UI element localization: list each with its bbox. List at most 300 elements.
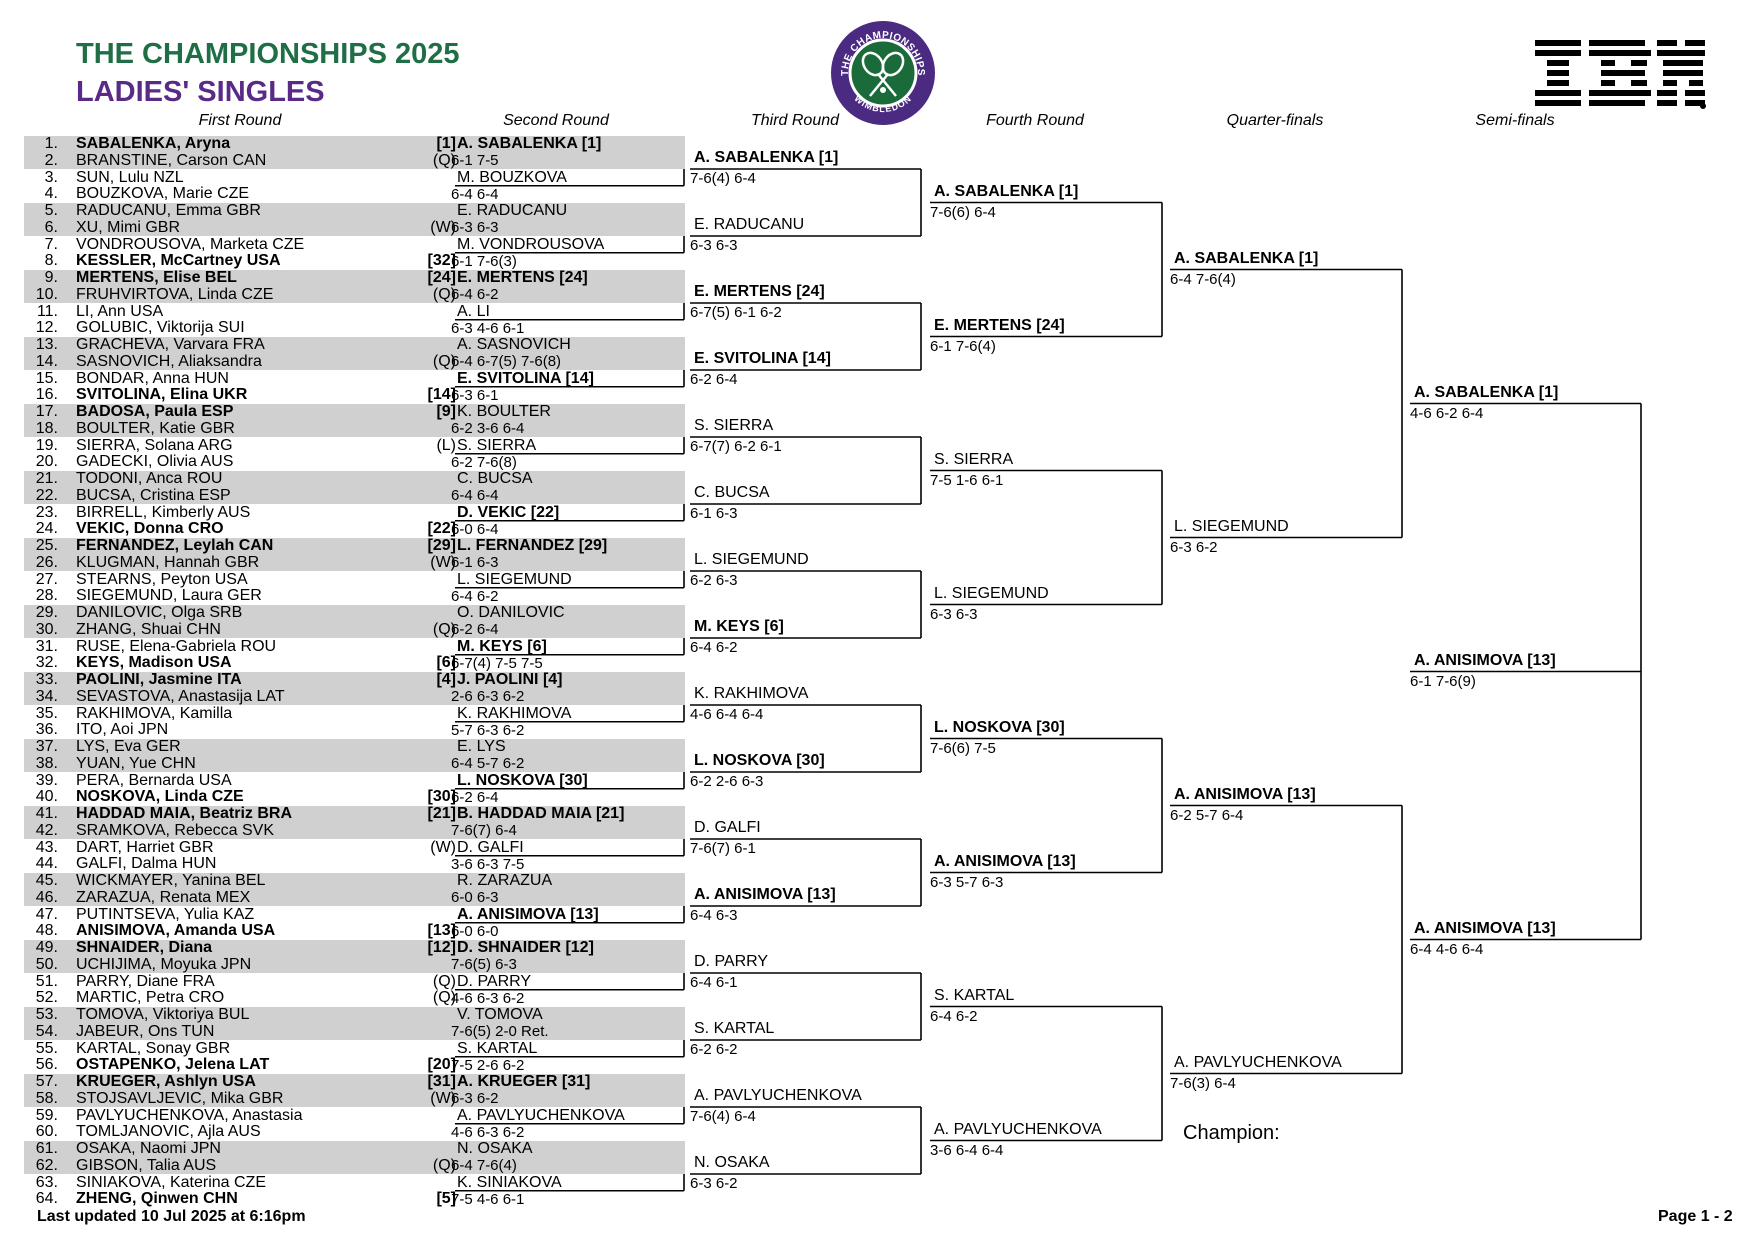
third-round-score: 6-7(5) 6-1 6-2 xyxy=(690,304,782,321)
seed-label: [13] xyxy=(427,922,456,940)
round-header: Semi-finals xyxy=(1475,112,1555,129)
player-row xyxy=(24,488,464,505)
player-name: DART, Harriet GBR xyxy=(76,838,214,856)
player-row xyxy=(24,387,464,404)
player-name: STOJSAVLJEVIC, Mika GBR xyxy=(76,1089,284,1107)
third-round-score: 6-7(7) 6-2 6-1 xyxy=(690,438,782,455)
player-name: UCHIJIMA, Moyuka JPN xyxy=(76,955,252,973)
player-row xyxy=(24,471,464,488)
second-round-score: 6-1 6-3 xyxy=(451,554,499,572)
round-header: Third Round xyxy=(750,112,840,129)
second-round-winner: L. NOSKOVA [30] xyxy=(457,771,588,789)
third-round-winner: S. SIERRA xyxy=(694,417,774,434)
draw-number: 41. xyxy=(35,805,58,822)
third-round-winner: E. RADUCANU xyxy=(694,216,805,233)
seed-label: (L) xyxy=(436,436,456,454)
third-round-winner: K. RAKHIMOVA xyxy=(694,685,809,702)
player-row xyxy=(24,605,464,622)
second-round-winner: M. BOUZKOVA xyxy=(457,168,567,186)
second-round-winner: N. OSAKA xyxy=(457,1140,533,1158)
fourth-round-score: 6-1 7-6(4) xyxy=(930,337,996,355)
final-score: 6-1 7-6(9) xyxy=(1410,672,1476,690)
draw-number: 48. xyxy=(35,922,58,940)
player-row xyxy=(24,538,464,555)
seed-label: (Q) xyxy=(432,285,456,303)
second-round-score: 6-3 6-2 xyxy=(451,1090,499,1108)
second-round-winner: B. HADDAD MAIA [21] xyxy=(457,805,625,823)
draw-number: 60. xyxy=(35,1123,58,1141)
second-round-winner: L. FERNANDEZ [29] xyxy=(457,537,608,555)
player-row xyxy=(24,1074,464,1091)
logo-text-bottom: WIMBLEDON xyxy=(852,93,914,115)
quarter-finals-winner: A. ANISIMOVA [13] xyxy=(1174,785,1316,803)
draw-number: 1. xyxy=(44,135,58,152)
player-name: OSAKA, Naomi JPN xyxy=(76,1140,221,1157)
player-row xyxy=(24,220,464,237)
second-round-winner: A. PAVLYUCHENKOVA xyxy=(457,1106,625,1124)
player-name: BRANSTINE, Carson CAN xyxy=(76,151,267,169)
player-name: BONDAR, Anna HUN xyxy=(76,369,229,387)
quarter-finals-winner: A. PAVLYUCHENKOVA xyxy=(1174,1053,1342,1071)
champion-label: Champion: xyxy=(1183,1122,1280,1144)
second-round-score: 6-2 7-6(8) xyxy=(451,453,517,471)
player-name: ZHENG, Qinwen CHN xyxy=(76,1190,238,1208)
player-row xyxy=(24,354,464,371)
draw-number: 7. xyxy=(44,235,58,253)
seed-label: [29] xyxy=(427,537,456,554)
player-name: SINIAKOVA, Katerina CZE xyxy=(76,1173,266,1191)
draw-number: 9. xyxy=(44,269,58,286)
draw-number: 17. xyxy=(35,403,58,420)
player-name: SIEGEMUND, Laura GER xyxy=(76,587,262,605)
draw-number: 59. xyxy=(35,1106,58,1124)
second-round-winner: A. ANISIMOVA [13] xyxy=(457,905,599,923)
draw-number: 18. xyxy=(35,419,58,437)
third-round-winner: E. MERTENS [24] xyxy=(694,283,825,300)
player-name: KEYS, Madison USA xyxy=(76,654,232,672)
second-round-score: 5-7 6-3 6-2 xyxy=(451,721,525,739)
round-header: Quarter-finals xyxy=(1226,112,1324,129)
player-row xyxy=(24,1024,464,1041)
second-round-winner: D. GALFI xyxy=(457,838,524,856)
draw-number: 47. xyxy=(35,905,58,923)
seed-label: [24] xyxy=(427,269,456,286)
player-name: SHNAIDER, Diana xyxy=(76,939,213,956)
player-row xyxy=(24,823,464,840)
second-round-winner: E. RADUCANU xyxy=(457,202,568,220)
second-round-score: 6-1 7-6(3) xyxy=(451,252,517,270)
draw-number: 29. xyxy=(35,604,58,621)
draw-number: 62. xyxy=(35,1156,58,1174)
player-row xyxy=(24,923,464,940)
quarter-finals-winner: A. SABALENKA [1] xyxy=(1174,249,1319,267)
fourth-round-score: 6-3 6-3 xyxy=(930,605,978,623)
player-name: PAVLYUCHENKOVA, Anastasia xyxy=(76,1106,303,1124)
third-round-winner: L. SIEGEMUND xyxy=(694,551,809,568)
seed-label: (Q) xyxy=(432,352,456,370)
player-row xyxy=(24,438,464,455)
draw-number: 31. xyxy=(35,637,58,655)
second-round-score: 6-3 4-6 6-1 xyxy=(451,319,525,337)
player-name: GRACHEVA, Varvara FRA xyxy=(76,336,265,353)
player-row xyxy=(24,689,464,706)
player-row xyxy=(24,1191,464,1208)
player-name: BOULTER, Katie GBR xyxy=(76,419,235,437)
second-round-score: 6-0 6-3 xyxy=(451,889,499,907)
draw-number: 53. xyxy=(35,1006,58,1023)
last-updated: Last updated 10 Jul 2025 at 6:16pm xyxy=(37,1208,306,1225)
second-round-winner: A. LI xyxy=(457,302,490,320)
second-round-score: 7-5 4-6 6-1 xyxy=(451,1190,525,1208)
player-row xyxy=(24,404,464,421)
draw-number: 2. xyxy=(44,151,58,169)
player-row xyxy=(24,186,464,203)
seed-label: [1] xyxy=(436,135,456,152)
draw-number: 24. xyxy=(35,520,58,538)
draw-number: 39. xyxy=(35,771,58,789)
second-round-score: 4-6 6-3 6-2 xyxy=(451,1123,525,1141)
draw-number: 35. xyxy=(35,704,58,722)
second-round-score: 6-4 6-4 xyxy=(451,185,499,203)
quarter-finals-score: 6-2 5-7 6-4 xyxy=(1170,806,1244,824)
player-name: BUCSA, Cristina ESP xyxy=(76,486,231,504)
draw-number: 57. xyxy=(35,1073,58,1090)
draw-number: 64. xyxy=(35,1190,58,1208)
second-round-score: 6-2 3-6 6-4 xyxy=(451,420,525,438)
seed-label: [6] xyxy=(436,654,456,672)
player-name: SIERRA, Solana ARG xyxy=(76,436,233,454)
second-round-winner: A. KRUEGER [31] xyxy=(457,1073,591,1091)
second-round-score: 6-4 7-6(4) xyxy=(451,1157,517,1175)
draw-number: 56. xyxy=(35,1056,58,1074)
fourth-round-score: 6-4 6-2 xyxy=(930,1007,978,1025)
player-name: LI, Ann USA xyxy=(76,302,164,320)
player-name: KRUEGER, Ashlyn USA xyxy=(76,1073,256,1090)
player-row xyxy=(24,287,464,304)
seed-label: (Q) xyxy=(432,1156,456,1174)
second-round-score: 6-4 6-4 xyxy=(451,487,499,505)
third-round-score: 7-6(7) 6-1 xyxy=(690,840,756,857)
player-name: SEVASTOVA, Anastasija LAT xyxy=(76,687,285,705)
draw-number: 63. xyxy=(35,1173,58,1191)
draw-number: 6. xyxy=(44,218,58,236)
second-round-score: 6-2 6-4 xyxy=(451,621,499,639)
player-name: SABALENKA, Aryna xyxy=(76,135,231,152)
player-name: ANISIMOVA, Amanda USA xyxy=(76,922,276,940)
third-round-winner: M. KEYS [6] xyxy=(694,618,784,635)
player-row xyxy=(24,806,464,823)
player-row xyxy=(24,454,464,471)
third-round-winner: D. PARRY xyxy=(694,953,769,970)
player-name: RUSE, Elena-Gabriela ROU xyxy=(76,637,277,655)
third-round-winner: E. SVITOLINA [14] xyxy=(694,350,831,367)
semi-finals-winner: A. SABALENKA [1] xyxy=(1414,383,1559,401)
fourth-round-winner: A. SABALENKA [1] xyxy=(934,182,1079,200)
player-row xyxy=(24,907,464,924)
second-round-score: 3-6 6-3 7-5 xyxy=(451,855,525,873)
draw-number: 28. xyxy=(35,587,58,605)
third-round-winner: N. OSAKA xyxy=(694,1154,770,1171)
seed-label: (W) xyxy=(430,1089,456,1107)
seed-label: [31] xyxy=(427,1073,456,1090)
player-row xyxy=(24,739,464,756)
player-name: RAKHIMOVA, Kamilla xyxy=(76,704,233,722)
player-row xyxy=(24,253,464,270)
player-name: MARTIC, Petra CRO xyxy=(76,989,225,1007)
fourth-round-winner: A. ANISIMOVA [13] xyxy=(934,852,1076,870)
player-row xyxy=(24,1175,464,1192)
player-name: YUAN, Yue CHN xyxy=(76,754,196,772)
seed-label: [30] xyxy=(427,788,456,806)
draw-number: 21. xyxy=(35,470,58,487)
third-round-score: 4-6 6-4 6-4 xyxy=(690,706,764,723)
player-name: OSTAPENKO, Jelena LAT xyxy=(76,1056,270,1074)
player-name: PAOLINI, Jasmine ITA xyxy=(76,671,242,688)
player-name: NOSKOVA, Linda CZE xyxy=(76,788,244,806)
seed-label: [5] xyxy=(436,1190,456,1208)
second-round-score: 7-6(5) 2-0 Ret. xyxy=(451,1023,549,1041)
second-round-score: 6-4 6-2 xyxy=(451,587,499,605)
semi-finals-score: 6-4 4-6 6-4 xyxy=(1410,940,1484,958)
second-round-score: 2-6 6-3 6-2 xyxy=(451,688,525,706)
draw-number: 12. xyxy=(35,319,58,337)
second-round-score: 7-6(7) 6-4 xyxy=(451,822,517,840)
second-round-score: 6-3 6-1 xyxy=(451,386,499,404)
player-name: SASNOVICH, Aliaksandra xyxy=(76,352,262,370)
quarter-finals-score: 6-3 6-2 xyxy=(1170,538,1218,556)
player-name: TOMLJANOVIC, Ajla AUS xyxy=(76,1123,261,1141)
third-round-winner: L. NOSKOVA [30] xyxy=(694,752,825,769)
second-round-score: 6-2 6-4 xyxy=(451,788,499,806)
player-row xyxy=(24,940,464,957)
second-round-winner: E. MERTENS [24] xyxy=(457,269,588,287)
semi-finals-winner: A. ANISIMOVA [13] xyxy=(1414,919,1556,937)
fourth-round-score: 6-3 5-7 6-3 xyxy=(930,873,1004,891)
player-row xyxy=(24,1108,464,1125)
seed-label: [14] xyxy=(427,386,456,404)
seed-label: [20] xyxy=(427,1056,456,1074)
player-name: KARTAL, Sonay GBR xyxy=(76,1039,231,1057)
draw-number: 8. xyxy=(44,252,58,270)
third-round-winner: S. KARTAL xyxy=(694,1020,775,1037)
player-row xyxy=(24,572,464,589)
second-round-winner: R. ZARAZUA xyxy=(457,872,553,890)
third-round-score: 6-4 6-2 xyxy=(690,639,738,656)
player-name: VONDROUSOVA, Marketa CZE xyxy=(76,235,305,253)
player-row xyxy=(24,756,464,773)
second-round-winner: K. RAKHIMOVA xyxy=(457,704,572,722)
second-round-score: 6-0 6-4 xyxy=(451,520,499,538)
player-name: MERTENS, Elise BEL xyxy=(76,269,237,286)
draw-number: 30. xyxy=(35,620,58,638)
player-row xyxy=(24,421,464,438)
third-round-score: 6-2 6-3 xyxy=(690,572,738,589)
draw-number: 23. xyxy=(35,503,58,521)
fourth-round-winner: L. NOSKOVA [30] xyxy=(934,718,1065,736)
player-row xyxy=(24,1041,464,1058)
third-round-winner: D. GALFI xyxy=(694,819,761,836)
player-row xyxy=(24,890,464,907)
player-row xyxy=(24,856,464,873)
ibm-logo-icon xyxy=(1535,40,1707,110)
draw-number: 19. xyxy=(35,436,58,454)
third-round-winner: A. PAVLYUCHENKOVA xyxy=(694,1087,862,1104)
draw-number: 15. xyxy=(35,369,58,387)
player-name: STEARNS, Peyton USA xyxy=(76,570,248,588)
player-row xyxy=(24,555,464,572)
third-round-score: 6-2 6-2 xyxy=(690,1041,738,1058)
third-round-winner: A. SABALENKA [1] xyxy=(694,149,839,166)
draw-number: 42. xyxy=(35,821,58,839)
player-row xyxy=(24,622,464,639)
second-round-winner: V. TOMOVA xyxy=(457,1006,543,1024)
seed-label: (W) xyxy=(430,838,456,856)
player-row xyxy=(24,974,464,991)
second-round-score: 7-5 2-6 6-2 xyxy=(451,1056,525,1074)
player-row xyxy=(24,337,464,354)
second-round-winner: E. SVITOLINA [14] xyxy=(457,369,594,387)
player-name: HADDAD MAIA, Beatriz BRA xyxy=(76,805,293,822)
second-round-score: 6-3 6-3 xyxy=(451,219,499,237)
seed-label: [4] xyxy=(436,671,456,688)
second-round-winner: D. SHNAIDER [12] xyxy=(457,939,594,957)
draw-number: 20. xyxy=(35,453,58,471)
draw-number: 10. xyxy=(35,285,58,303)
page-number: Page 1 - 2 xyxy=(1658,1208,1733,1225)
quarter-finals-score: 7-6(3) 6-4 xyxy=(1170,1074,1236,1092)
fourth-round-winner: S. SIERRA xyxy=(934,450,1014,468)
draw-number: 22. xyxy=(35,486,58,504)
seed-label: [22] xyxy=(427,520,456,538)
player-name: SVITOLINA, Elina UKR xyxy=(76,386,248,404)
second-round-winner: S. SIERRA xyxy=(457,436,537,454)
third-round-score: 6-2 6-4 xyxy=(690,371,738,388)
player-name: TOMOVA, Viktoriya BUL xyxy=(76,1006,250,1023)
player-name: KLUGMAN, Hannah GBR xyxy=(76,553,260,571)
second-round-score: 6-4 6-2 xyxy=(451,286,499,304)
draw-number: 61. xyxy=(35,1140,58,1157)
seed-label: (W) xyxy=(430,553,456,571)
third-round-score: 6-2 2-6 6-3 xyxy=(690,773,764,790)
third-round-winner: C. BUCSA xyxy=(694,484,770,501)
draw-number: 44. xyxy=(35,855,58,873)
second-round-score: 7-6(5) 6-3 xyxy=(451,956,517,974)
player-name: ZHANG, Shuai CHN xyxy=(76,620,221,638)
player-name: SRAMKOVA, Rebecca SVK xyxy=(76,821,274,839)
draw-number: 16. xyxy=(35,386,58,404)
draw-number: 34. xyxy=(35,687,58,705)
player-name: FERNANDEZ, Leylah CAN xyxy=(76,537,274,554)
player-row xyxy=(24,371,464,388)
player-row xyxy=(24,1158,464,1175)
player-name: ITO, Aoi JPN xyxy=(76,721,169,739)
player-row xyxy=(24,1057,464,1074)
fourth-round-score: 7-6(6) 7-5 xyxy=(930,739,996,757)
round-header: First Round xyxy=(198,112,282,129)
player-row xyxy=(24,203,464,220)
player-row xyxy=(24,320,464,337)
seed-label: [9] xyxy=(436,403,456,420)
player-name: BIRRELL, Kimberly AUS xyxy=(76,503,251,521)
draw-number: 58. xyxy=(35,1089,58,1107)
player-name: JABEUR, Ons TUN xyxy=(76,1022,215,1040)
fourth-round-winner: S. KARTAL xyxy=(934,986,1015,1004)
third-round-score: 6-4 6-3 xyxy=(690,907,738,924)
seed-label: (Q) xyxy=(432,620,456,638)
draw-number: 27. xyxy=(35,570,58,588)
player-name: SUN, Lulu NZL xyxy=(76,168,184,186)
draw-number: 49. xyxy=(35,939,58,956)
draw-number: 36. xyxy=(35,721,58,739)
second-round-winner: A. SASNOVICH xyxy=(457,336,571,354)
fourth-round-score: 7-6(6) 6-4 xyxy=(930,203,996,221)
player-name: LYS, Eva GER xyxy=(76,738,181,755)
player-name: TODONI, Anca ROU xyxy=(76,470,223,487)
fourth-round-winner: L. SIEGEMUND xyxy=(934,584,1049,602)
player-row xyxy=(24,957,464,974)
player-row xyxy=(24,270,464,287)
third-round-score: 7-6(4) 6-4 xyxy=(690,170,756,187)
second-round-winner: M. VONDROUSOVA xyxy=(457,235,605,253)
player-row xyxy=(24,505,464,522)
draw-number: 43. xyxy=(35,838,58,856)
player-row xyxy=(24,773,464,790)
player-name: RADUCANU, Emma GBR xyxy=(76,202,261,219)
seed-label: (Q) xyxy=(432,989,456,1007)
quarter-finals-winner: L. SIEGEMUND xyxy=(1174,517,1289,535)
second-round-score: 6-4 6-7(5) 7-6(8) xyxy=(451,353,562,371)
fourth-round-winner: E. MERTENS [24] xyxy=(934,316,1065,334)
draw-number: 25. xyxy=(35,537,58,554)
player-name: PERA, Bernarda USA xyxy=(76,771,232,789)
draw-number: 26. xyxy=(35,553,58,571)
second-round-winner: K. SINIAKOVA xyxy=(457,1173,562,1191)
player-row xyxy=(24,706,464,723)
second-round-winner: E. LYS xyxy=(457,738,506,756)
third-round-score: 6-1 6-3 xyxy=(690,505,738,522)
third-round-score: 6-4 6-1 xyxy=(690,974,738,991)
second-round-winner: D. PARRY xyxy=(457,972,532,990)
draw-number: 11. xyxy=(36,302,58,320)
player-name: GIBSON, Talia AUS xyxy=(76,1156,217,1174)
draw-number: 50. xyxy=(35,955,58,973)
draw-number: 37. xyxy=(35,738,58,755)
seed-label: (Q) xyxy=(432,151,456,169)
seed-label: [32] xyxy=(427,252,456,270)
player-name: FRUHVIRTOVA, Linda CZE xyxy=(76,285,274,303)
player-name: GADECKI, Olivia AUS xyxy=(76,453,234,471)
second-round-winner: J. PAOLINI [4] xyxy=(457,671,563,689)
third-round-winner: A. ANISIMOVA [13] xyxy=(694,886,836,903)
player-name: ZARAZUA, Renata MEX xyxy=(76,888,251,906)
third-round-score: 6-3 6-3 xyxy=(690,237,738,254)
page-title: THE CHAMPIONSHIPS 2025 xyxy=(76,38,460,70)
player-row xyxy=(24,1141,464,1158)
player-row xyxy=(24,873,464,890)
draw-number: 54. xyxy=(35,1022,58,1040)
semi-finals-score: 4-6 6-2 6-4 xyxy=(1410,404,1484,422)
draw-number: 4. xyxy=(44,185,58,203)
second-round-score: 6-0 6-0 xyxy=(451,922,499,940)
player-row xyxy=(24,1007,464,1024)
player-name: GALFI, Dalma HUN xyxy=(76,855,217,873)
final-winner: A. ANISIMOVA [13] xyxy=(1414,651,1556,669)
event-title: LADIES' SINGLES xyxy=(76,76,325,108)
player-row xyxy=(24,1091,464,1108)
draw-number: 45. xyxy=(35,872,58,889)
round-header: Second Round xyxy=(503,112,609,129)
seed-label: [21] xyxy=(427,805,456,822)
